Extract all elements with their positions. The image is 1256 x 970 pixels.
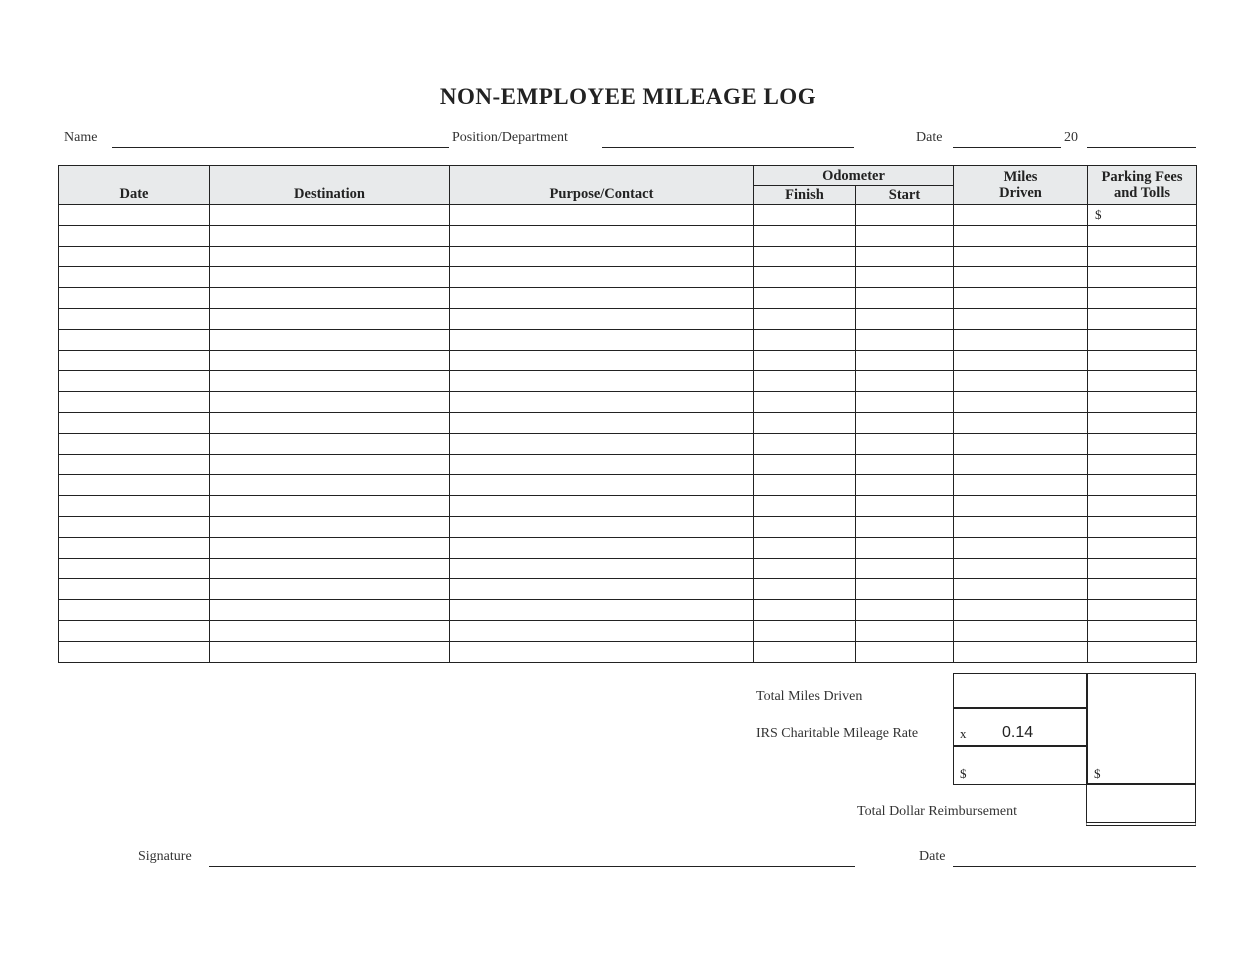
cell-purpose[interactable]: [450, 225, 754, 246]
parking-line2: and Tolls: [1113, 185, 1171, 201]
cell-destination[interactable]: [210, 537, 450, 558]
cell-parking-fees[interactable]: [1088, 620, 1197, 641]
cell-purpose[interactable]: [450, 600, 754, 621]
table-row: [59, 350, 1197, 371]
cell-purpose[interactable]: [450, 433, 754, 454]
cell-destination[interactable]: [210, 246, 450, 267]
cell-miles-driven[interactable]: [954, 267, 1088, 288]
cell-date[interactable]: [59, 392, 210, 413]
signature-label: Signature: [138, 849, 192, 864]
cell-date[interactable]: [59, 516, 210, 537]
cell-purpose[interactable]: [450, 641, 754, 662]
multiply-sign: x: [960, 726, 967, 741]
cell-odometer-finish[interactable]: [754, 433, 856, 454]
date-label: Date: [916, 130, 943, 145]
cell-odometer-finish[interactable]: [754, 516, 856, 537]
signature-field[interactable]: [209, 866, 855, 867]
year-field[interactable]: [1087, 147, 1196, 148]
cell-odometer-finish[interactable]: [754, 246, 856, 267]
cell-purpose[interactable]: [450, 454, 754, 475]
table-row: [59, 267, 1197, 288]
cell-parking-fees[interactable]: [1088, 454, 1197, 475]
parking-line1: Parking Fees: [1101, 169, 1183, 185]
cell-destination[interactable]: [210, 371, 450, 392]
cell-miles-driven[interactable]: [954, 454, 1088, 475]
cell-miles-driven[interactable]: [954, 412, 1088, 433]
cell-miles-driven[interactable]: [954, 308, 1088, 329]
mileage-table: [58, 165, 1197, 663]
table-row: [59, 392, 1197, 413]
cell-parking-fees[interactable]: [1088, 641, 1197, 662]
cell-miles-driven[interactable]: [954, 329, 1088, 350]
cell-date[interactable]: [59, 225, 210, 246]
page-title: NON-EMPLOYEE MILEAGE LOG: [439, 84, 817, 109]
table-row: [59, 496, 1197, 517]
table-row: [59, 600, 1197, 621]
cell-destination[interactable]: [210, 329, 450, 350]
cell-odometer-finish[interactable]: [754, 392, 856, 413]
cell-parking-fees[interactable]: [1088, 392, 1197, 413]
position-field[interactable]: [602, 147, 854, 148]
name-field[interactable]: [112, 147, 449, 148]
cell-odometer-start[interactable]: [856, 392, 954, 413]
cell-destination[interactable]: [210, 475, 450, 496]
table-row: [59, 620, 1197, 641]
rate-label: IRS Charitable Mileage Rate: [756, 726, 919, 741]
cell-odometer-start[interactable]: [856, 246, 954, 267]
footer-date-field[interactable]: [953, 866, 1196, 867]
cell-odometer-finish[interactable]: [754, 350, 856, 371]
table-row: [59, 329, 1197, 350]
cell-purpose[interactable]: [450, 267, 754, 288]
cell-date[interactable]: [59, 350, 210, 371]
table-row: [59, 412, 1197, 433]
table-row: [59, 308, 1197, 329]
cell-odometer-finish[interactable]: [754, 288, 856, 309]
cell-date[interactable]: [59, 558, 210, 579]
cell-miles-driven[interactable]: [954, 516, 1088, 537]
table-row: [59, 641, 1197, 662]
cell-date[interactable]: [59, 329, 210, 350]
table-row: [59, 246, 1197, 267]
cell-odometer-start[interactable]: [856, 537, 954, 558]
table-row: [59, 558, 1197, 579]
footer-date-label: Date: [919, 849, 946, 864]
table-row: [59, 454, 1197, 475]
cell-parking-fees[interactable]: [1088, 558, 1197, 579]
cell-destination[interactable]: [210, 558, 450, 579]
cell-purpose[interactable]: [450, 246, 754, 267]
rate-value: 0.14: [1002, 724, 1034, 741]
cell-purpose[interactable]: [450, 288, 754, 309]
cell-odometer-start[interactable]: [856, 516, 954, 537]
cell-purpose[interactable]: [450, 475, 754, 496]
cell-destination[interactable]: [210, 392, 450, 413]
cell-miles-driven[interactable]: [954, 558, 1088, 579]
cell-miles-driven[interactable]: [954, 371, 1088, 392]
cell-date[interactable]: [59, 537, 210, 558]
cell-miles-driven[interactable]: [954, 641, 1088, 662]
parking-total-field[interactable]: [1086, 673, 1196, 785]
column-header-destination: Destination: [210, 166, 450, 205]
rate-field: [953, 707, 1088, 747]
cell-purpose[interactable]: [450, 558, 754, 579]
cell-odometer-finish[interactable]: [754, 225, 856, 246]
cell-destination[interactable]: [210, 308, 450, 329]
cell-parking-fees[interactable]: [1088, 412, 1197, 433]
cell-odometer-start[interactable]: [856, 412, 954, 433]
cell-odometer-start[interactable]: [856, 641, 954, 662]
cell-odometer-finish[interactable]: [754, 537, 856, 558]
column-header-miles-driven: [954, 166, 1088, 205]
cell-purpose[interactable]: [450, 308, 754, 329]
cell-date[interactable]: [59, 288, 210, 309]
cell-odometer-start[interactable]: [856, 620, 954, 641]
cell-miles-driven[interactable]: [954, 225, 1088, 246]
cell-destination[interactable]: [210, 579, 450, 600]
cell-date[interactable]: [59, 641, 210, 662]
cell-parking-fees[interactable]: [1088, 496, 1197, 517]
cell-odometer-finish[interactable]: [754, 496, 856, 517]
cell-miles-driven[interactable]: [954, 288, 1088, 309]
cell-miles-driven[interactable]: [954, 496, 1088, 517]
table-body: [59, 205, 1197, 663]
cell-odometer-start[interactable]: [856, 350, 954, 371]
cell-miles-driven[interactable]: [954, 246, 1088, 267]
cell-miles-driven[interactable]: [954, 579, 1088, 600]
cell-odometer-finish[interactable]: [754, 600, 856, 621]
cell-miles-driven[interactable]: [954, 350, 1088, 371]
cell-odometer-start[interactable]: [856, 433, 954, 454]
cell-parking-fees[interactable]: [1088, 308, 1197, 329]
cell-parking-fees[interactable]: [1088, 537, 1197, 558]
cell-odometer-start[interactable]: [856, 267, 954, 288]
cell-purpose[interactable]: [450, 350, 754, 371]
cell-destination[interactable]: [210, 454, 450, 475]
cell-parking-fees[interactable]: [1088, 579, 1197, 600]
cell-destination[interactable]: [210, 225, 450, 246]
cell-parking-fees[interactable]: [1088, 433, 1197, 454]
cell-parking-fees[interactable]: [1088, 516, 1197, 537]
cell-odometer-finish[interactable]: [754, 620, 856, 641]
column-header-parking: [1088, 166, 1197, 205]
cell-miles-driven[interactable]: [954, 205, 1088, 226]
cell-purpose[interactable]: [450, 392, 754, 413]
cell-odometer-finish[interactable]: [754, 371, 856, 392]
table-row: [59, 475, 1197, 496]
cell-destination[interactable]: [210, 267, 450, 288]
cell-parking-fees[interactable]: [1088, 600, 1197, 621]
cell-date[interactable]: [59, 579, 210, 600]
cell-date[interactable]: [59, 267, 210, 288]
cell-purpose[interactable]: [450, 371, 754, 392]
cell-odometer-start[interactable]: [856, 371, 954, 392]
cell-parking-fees[interactable]: [1088, 350, 1197, 371]
cell-date[interactable]: [59, 371, 210, 392]
cell-destination[interactable]: [210, 288, 450, 309]
mileage-amount-field[interactable]: [953, 745, 1088, 785]
table-row: [59, 225, 1197, 246]
cell-odometer-finish[interactable]: [754, 308, 856, 329]
cell-odometer-start[interactable]: [856, 454, 954, 475]
cell-odometer-finish[interactable]: [754, 412, 856, 433]
cell-odometer-finish[interactable]: [754, 475, 856, 496]
cell-odometer-finish[interactable]: [754, 454, 856, 475]
cell-parking-fees[interactable]: [1088, 267, 1197, 288]
cell-date[interactable]: [59, 454, 210, 475]
cell-purpose[interactable]: [450, 620, 754, 641]
column-header-odometer: Odometer: [754, 166, 954, 186]
cell-date[interactable]: [59, 412, 210, 433]
cell-miles-driven[interactable]: [954, 392, 1088, 413]
cell-date[interactable]: [59, 246, 210, 267]
cell-purpose[interactable]: [450, 579, 754, 600]
cell-odometer-start[interactable]: [856, 475, 954, 496]
cell-parking-fees[interactable]: [1088, 288, 1197, 309]
cell-destination[interactable]: [210, 641, 450, 662]
miles-line2: Driven: [999, 185, 1042, 201]
cell-odometer-start[interactable]: [856, 329, 954, 350]
parking-dollar-sign: $: [1094, 766, 1101, 781]
cell-odometer-finish[interactable]: [754, 329, 856, 350]
cell-miles-driven[interactable]: [954, 600, 1088, 621]
cell-odometer-finish[interactable]: [754, 641, 856, 662]
total-reimbursement-label: Total Dollar Reimbursement: [857, 804, 1017, 819]
cell-odometer-start[interactable]: [856, 600, 954, 621]
cell-destination[interactable]: [210, 496, 450, 517]
cell-parking-fees[interactable]: [1088, 371, 1197, 392]
cell-destination[interactable]: [210, 600, 450, 621]
column-header-date: Date: [59, 166, 210, 205]
cell-parking-fees[interactable]: [1088, 246, 1197, 267]
table-row: [59, 371, 1197, 392]
cell-odometer-start[interactable]: [856, 579, 954, 600]
cell-date[interactable]: [59, 620, 210, 641]
cell-purpose[interactable]: [450, 412, 754, 433]
cell-miles-driven[interactable]: [954, 537, 1088, 558]
total-reimbursement-field[interactable]: [1086, 783, 1196, 826]
cell-odometer-finish[interactable]: [754, 205, 856, 226]
cell-miles-driven[interactable]: [954, 475, 1088, 496]
cell-date[interactable]: [59, 475, 210, 496]
cell-destination[interactable]: [210, 433, 450, 454]
cell-date[interactable]: [59, 308, 210, 329]
cell-date[interactable]: [59, 600, 210, 621]
cell-miles-driven[interactable]: [954, 433, 1088, 454]
total-miles-field[interactable]: [953, 673, 1088, 709]
position-label: Position/Department: [452, 130, 568, 145]
cell-destination[interactable]: [210, 620, 450, 641]
table-row: [59, 579, 1197, 600]
cell-parking-fees[interactable]: [1088, 329, 1197, 350]
cell-odometer-start[interactable]: [856, 288, 954, 309]
cell-parking-fees[interactable]: $: [1088, 205, 1197, 226]
cell-destination[interactable]: [210, 350, 450, 371]
cell-odometer-start[interactable]: [856, 225, 954, 246]
cell-destination[interactable]: [210, 412, 450, 433]
date-field[interactable]: [953, 147, 1061, 148]
cell-odometer-finish[interactable]: [754, 267, 856, 288]
column-header-start: Start: [856, 186, 954, 205]
cell-purpose[interactable]: [450, 496, 754, 517]
total-miles-label: Total Miles Driven: [756, 689, 863, 704]
cell-parking-fees[interactable]: [1088, 225, 1197, 246]
cell-odometer-start[interactable]: [856, 496, 954, 517]
cell-destination[interactable]: [210, 516, 450, 537]
table-row: [59, 537, 1197, 558]
cell-destination[interactable]: [210, 205, 450, 226]
name-label: Name: [64, 130, 98, 145]
cell-odometer-start[interactable]: [856, 308, 954, 329]
cell-miles-driven[interactable]: [954, 620, 1088, 641]
year-prefix: 20: [1064, 130, 1078, 145]
cell-purpose[interactable]: [450, 516, 754, 537]
table-row: [59, 205, 1197, 226]
cell-date[interactable]: [59, 433, 210, 454]
cell-date[interactable]: [59, 496, 210, 517]
cell-odometer-start[interactable]: [856, 558, 954, 579]
cell-odometer-finish[interactable]: [754, 579, 856, 600]
table-row: [59, 433, 1197, 454]
column-header-finish: Finish: [754, 186, 856, 205]
cell-date[interactable]: [59, 205, 210, 226]
cell-purpose[interactable]: [450, 205, 754, 226]
cell-odometer-finish[interactable]: [754, 558, 856, 579]
cell-odometer-start[interactable]: [856, 205, 954, 226]
mileage-dollar-sign: $: [960, 766, 967, 781]
cell-purpose[interactable]: [450, 537, 754, 558]
table-row: [59, 288, 1197, 309]
cell-parking-fees[interactable]: [1088, 475, 1197, 496]
column-header-purpose: Purpose/Contact: [450, 166, 754, 205]
miles-line1: Miles: [1003, 169, 1038, 185]
cell-purpose[interactable]: [450, 329, 754, 350]
table-row: [59, 516, 1197, 537]
